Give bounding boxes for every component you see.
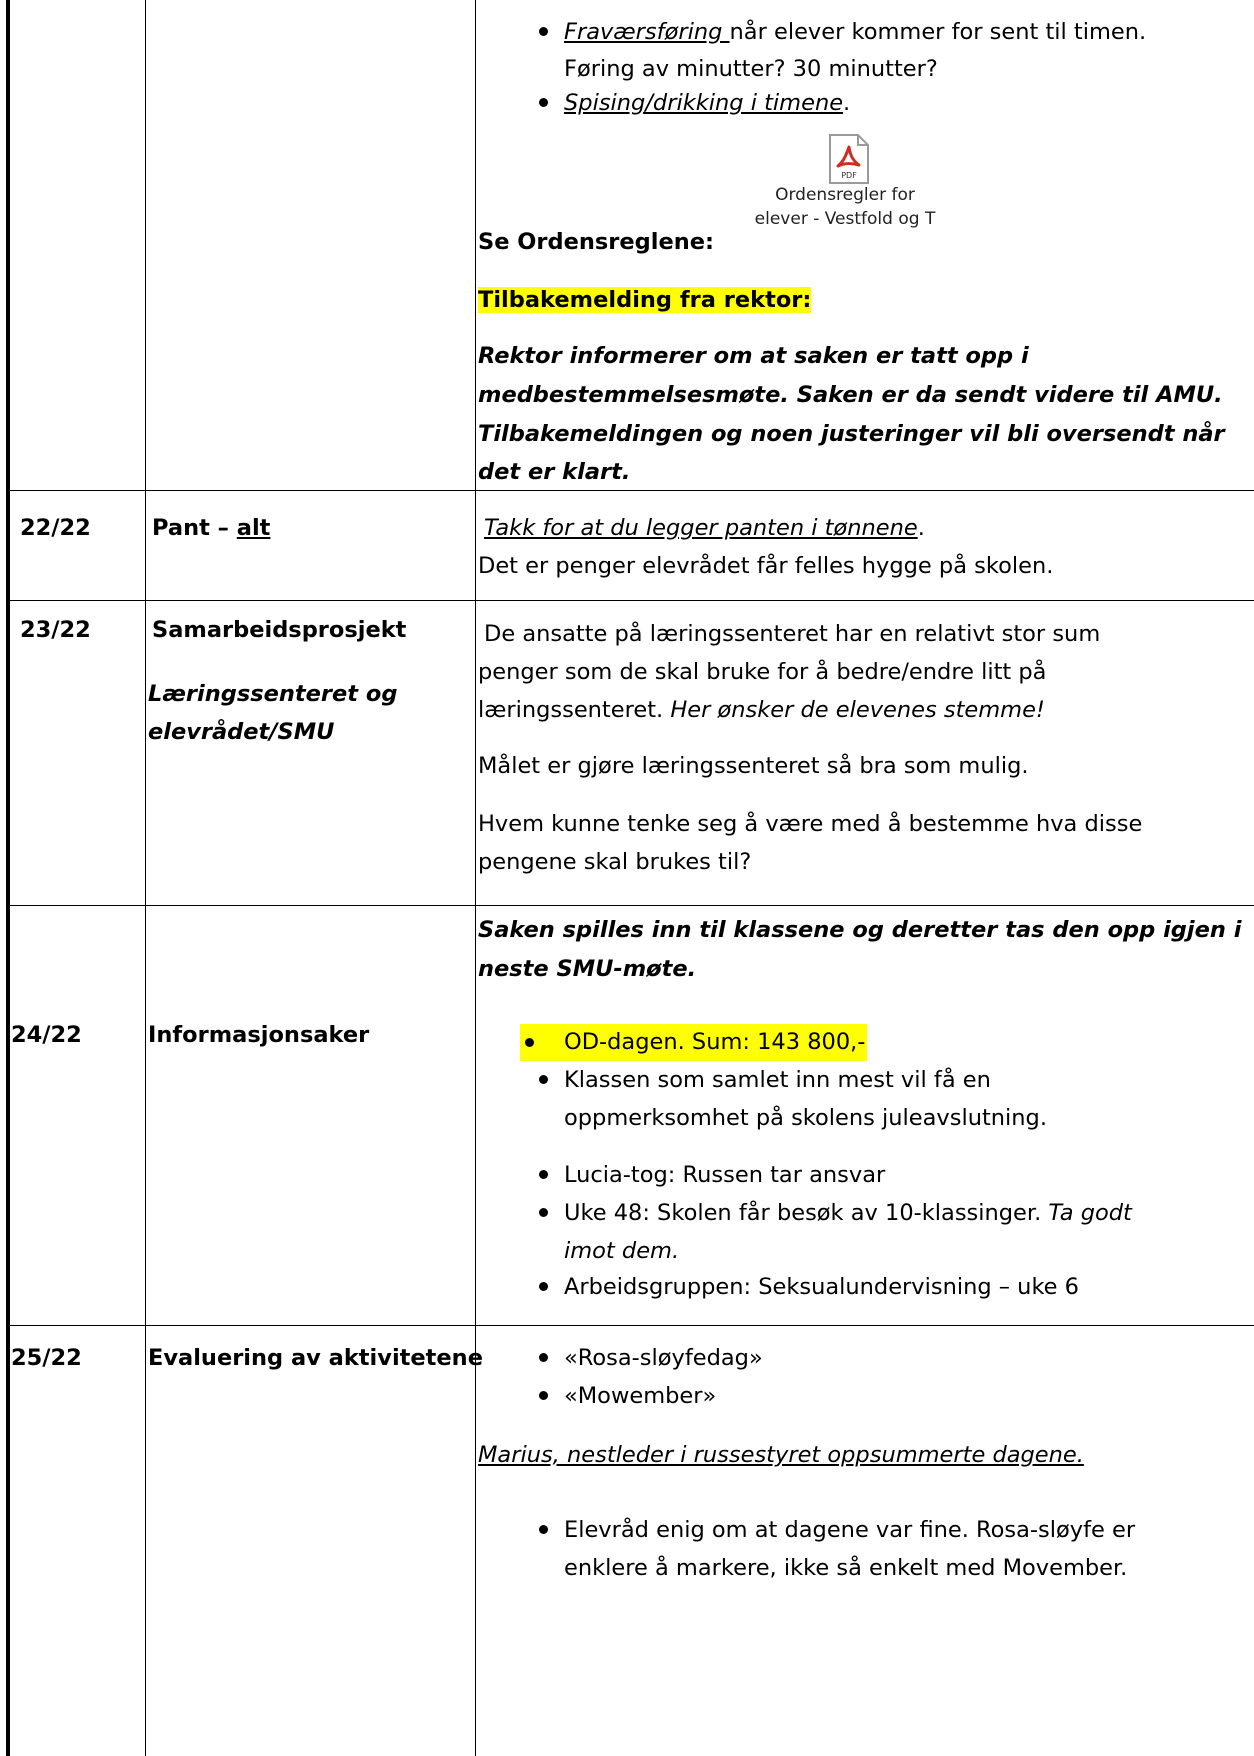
case-number: 24/22 (11, 1022, 82, 1048)
case-text: De ansatte på læringssenteret har en relativt stor sum (484, 621, 1101, 647)
case-text: penger som de skal bruke for å bedre/endre litt på (478, 659, 1047, 685)
case-number: 23/22 (20, 617, 91, 643)
list-item: «Rosa-sløyfedag» (564, 1345, 763, 1371)
case-conclusion: neste SMU-møte. (478, 956, 697, 982)
bullet-icon (539, 1391, 548, 1400)
case-text: Hvem kunne tenke seg å være med å bestemme hva disse (478, 811, 1143, 837)
bullet-icon (539, 1525, 548, 1534)
case-text: Takk for at du legger panten i tønnene. (484, 515, 925, 541)
bullet-icon (539, 1353, 548, 1362)
bullet-icon (539, 1170, 548, 1179)
list-item: Fraværsføring når elever kommer for sent til timen. (564, 19, 1147, 45)
pdf-badge: PDF (841, 171, 857, 180)
case-subtitle: Læringssenteret og (148, 681, 398, 707)
rektor-line: Tilbakemeldingen og noen justeringer vil bli oversendt når (478, 421, 1225, 447)
case-text: Det er penger elevrådet får felles hygge på skolen. (478, 553, 1054, 579)
case-text: læringssenteret. Her ønsker de elevenes stemme! (478, 697, 1045, 723)
case-subtitle: elevrådet/SMU (148, 719, 335, 745)
column-divider-2 (475, 0, 476, 1756)
case-conclusion: Saken spilles inn til klassene og deretter tas den opp igjen i (478, 917, 1242, 943)
list-item-continuation: Føring av minutter? 30 minutter? (564, 56, 938, 82)
case-number: 22/22 (20, 515, 91, 541)
attachment-caption[interactable]: elever - Vestfold og T (754, 209, 936, 229)
list-item: Elevråd enig om at dagene var fine. Rosa-sløyfe er (564, 1517, 1136, 1543)
list-item: Uke 48: Skolen får besøk av 10-klassinger. Ta godt (564, 1200, 1132, 1226)
list-item-continuation: oppmerksomhet på skolens juleavslutning. (564, 1105, 1047, 1131)
row-divider (8, 490, 1254, 491)
attachment-caption[interactable]: Ordensregler for (775, 185, 915, 205)
list-item: Klassen som samlet inn mest vil få en (564, 1067, 991, 1093)
column-divider-1 (145, 0, 146, 1756)
case-title: Pant – alt (152, 515, 271, 541)
feedback-heading: Tilbakemelding fra rektor: (478, 287, 812, 313)
list-item: Arbeidsgruppen: Seksualundervisning – uke 6 (564, 1274, 1079, 1300)
bullet-icon (525, 1038, 534, 1047)
bullet-icon (539, 98, 548, 107)
list-item-continuation: imot dem. (564, 1238, 680, 1264)
case-text: pengene skal brukes til? (478, 849, 752, 875)
bullet-icon (539, 1282, 548, 1291)
case-title: Informasjonsaker (148, 1022, 370, 1048)
rektor-line: medbestemmelsesmøte. Saken er da sendt videre til AMU. (478, 382, 1223, 408)
se-ordensreglene-label: Se Ordensreglene: (478, 229, 715, 255)
bullet-icon (539, 27, 548, 36)
row-divider (8, 600, 1254, 601)
list-item: Spising/drikking i timene. (564, 90, 851, 116)
case-title: Evaluering av aktivitetene (148, 1345, 483, 1371)
row-divider (8, 905, 1254, 906)
table-left-border (6, 0, 10, 1756)
list-item: Lucia-tog: Russen tar ansvar (564, 1162, 886, 1188)
case-number: 25/22 (11, 1345, 82, 1371)
list-item-highlighted: OD-dagen. Sum: 143 800,- (520, 1024, 867, 1061)
summary-line: Marius, nestleder i russestyret oppsummerte dagene. (478, 1442, 1084, 1468)
list-item: «Mowember» (564, 1383, 717, 1409)
case-text: Målet er gjøre læringssenteret så bra som mulig. (478, 753, 1029, 779)
list-item-continuation: enklere å markere, ikke så enkelt med Movember. (564, 1555, 1128, 1581)
rektor-line: det er klart. (478, 459, 631, 485)
rektor-line: Rektor informerer om at saken er tatt opp i (478, 343, 1029, 369)
bullet-icon (539, 1208, 548, 1217)
bullet-icon (539, 1075, 548, 1084)
case-title: Samarbeidsprosjekt (152, 617, 407, 643)
row-divider (8, 1325, 1254, 1326)
